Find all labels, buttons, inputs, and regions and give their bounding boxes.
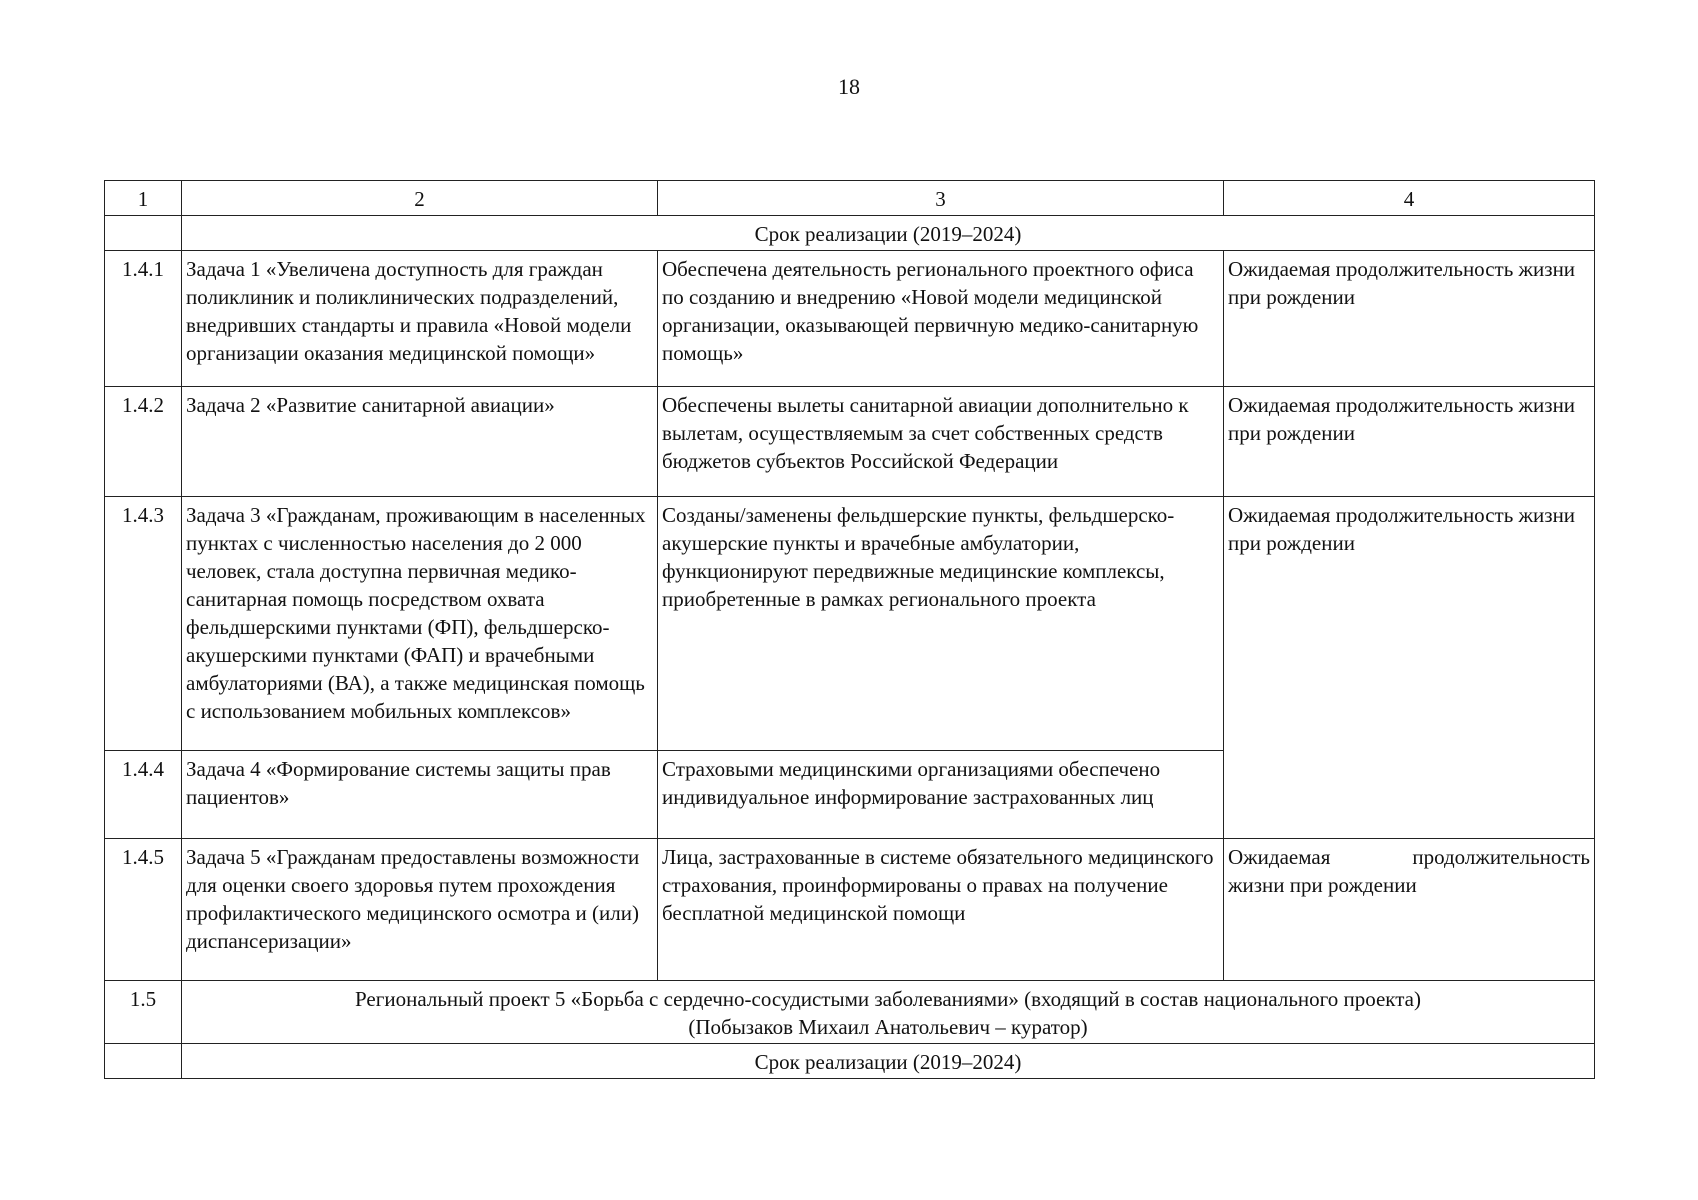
column-number-1: 1 [105,181,182,216]
column-number-3: 3 [658,181,1224,216]
row-number: 1.4.2 [105,387,182,497]
page-number: 18 [838,74,860,99]
indicator-first-line [1228,843,1590,871]
period-row [105,216,1595,251]
indicator-cell: Ожидаемая продолжительность жизни при рождении [1224,387,1595,497]
row-number: 1.4.3 [105,497,182,751]
empty-cell [105,1044,182,1079]
row-number: 1.4.1 [105,251,182,387]
indicator-cell: Ожидаемая продолжительность жизни при рождении [1224,251,1595,387]
indicator-second-line: жизни при рождении [1228,873,1417,897]
result-cell: Обеспечены вылеты санитарной авиации дополнительно к вылетам, осуществляемым за счет собственных средств бюджетов субъектов Российской Федерации [658,387,1224,497]
row-number: 1.4.5 [105,839,182,981]
result-cell: Созданы/заменены фельдшерские пункты, фельдшерско-акушерские пункты и врачебные амбулатории, функционируют передвижные медицинские комплексы, приобретенные в рамках регионального проекта [658,497,1224,751]
indicator-cell: Ожидаемая продолжительность жизни при рождении [1224,497,1595,839]
project-title: Региональный проект 5 «Борьба с сердечно-сосудистыми заболеваниями» (входящий в состав национального проекта) [355,987,1421,1011]
implementation-period: Срок реализации (2019–2024) [182,216,1595,251]
indicator-cell [1224,839,1595,981]
period-row [105,1044,1595,1079]
program-table [104,180,1595,1079]
task-cell: Задача 2 «Развитие санитарной авиации» [182,387,658,497]
row-number: 1.5 [105,981,182,1044]
row-number: 1.4.4 [105,751,182,839]
project-row [105,981,1595,1044]
project-curator: (Побызаков Михаил Анатольевич – куратор) [688,1015,1088,1039]
task-cell: Задача 1 «Увеличена доступность для граждан поликлиник и поликлинических подразделений, внедривших стандарты и правила «Новой модели организации оказания медицинской помощи» [182,251,658,387]
task-cell: Задача 5 «Гражданам предоставлены возможности для оценки своего здоровья путем прохождения профилактического медицинского осмотра и (или) диспансеризации» [182,839,658,981]
indicator-word: Ожидаемая [1228,845,1331,869]
result-cell: Лица, застрахованные в системе обязательного медицинского страхования, проинформированы о правах на получение бесплатной медицинской помощи [658,839,1224,981]
task-cell: Задача 4 «Формирование системы защиты прав пациентов» [182,751,658,839]
result-cell: Страховыми медицинскими организациями обеспечено индивидуальное информирование застрахованных лиц [658,751,1224,839]
task-cell: Задача 3 «Гражданам, проживающим в населенных пунктах с численностью населения до 2 000 человек, стала доступна первичная медико-санитарная помощь посредством охвата фельдшерскими пунктами (ФП), фельдшерско-акушерскими пунктами (ФАП) и врачебными амбулаториями (ВА), а также медицинская помощь с использованием мобильных комплексов» [182,497,658,751]
empty-cell [105,216,182,251]
table-row [105,387,1595,497]
implementation-period: Срок реализации (2019–2024) [182,1044,1595,1079]
project-title-cell [182,981,1595,1044]
table-row [105,839,1595,981]
column-number-4: 4 [1224,181,1595,216]
table-row [105,251,1595,387]
result-cell: Обеспечена деятельность регионального проектного офиса по созданию и внедрению «Новой модели медицинской организации, оказывающей первичную медико-санитарную помощь» [658,251,1224,387]
column-number-2: 2 [182,181,658,216]
table-header-row [105,181,1595,216]
table-row [105,497,1595,751]
indicator-word: продолжительность [1412,845,1590,869]
